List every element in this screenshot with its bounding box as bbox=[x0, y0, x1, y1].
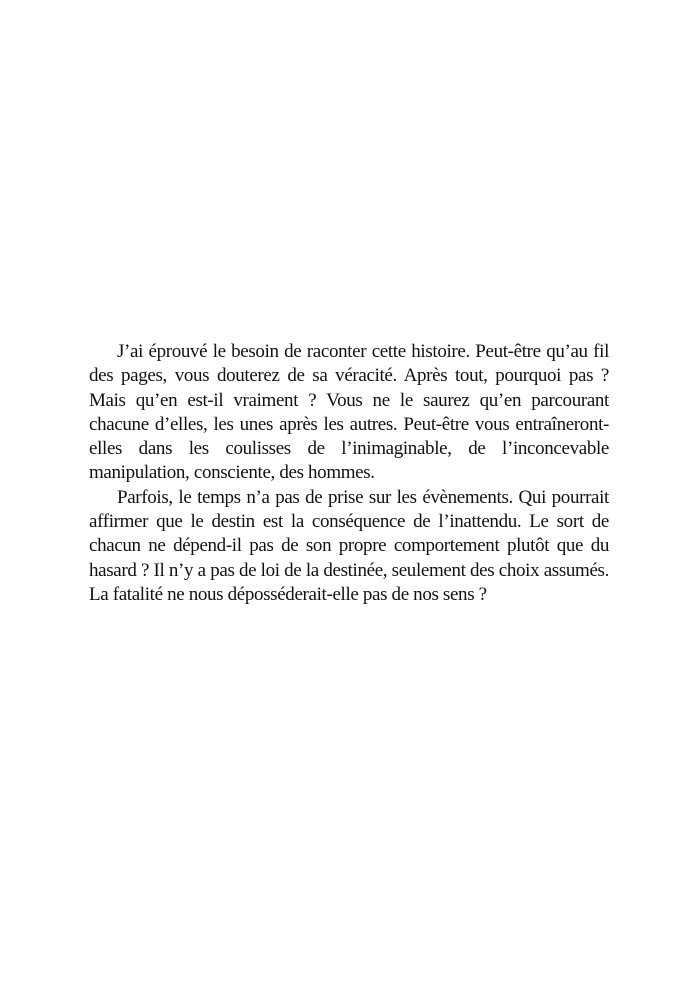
text-line: chacune d’elles, les unes après les autres. Peut-être vous entraîneront- bbox=[89, 413, 609, 435]
text-line: Mais qu’en est-il vraiment ? Vous ne le saurez qu’en parcourant bbox=[89, 389, 609, 411]
paragraph-2 bbox=[89, 486, 609, 607]
text-line: Parfois, le temps n’a pas de prise sur les évènements. Qui pourrait bbox=[117, 486, 609, 508]
text-line: La fatalité ne nous déposséderait-elle pas de nos sens ? bbox=[89, 583, 487, 605]
text-line: manipulation, consciente, des hommes. bbox=[89, 462, 375, 484]
text-line: chacun ne dépend-il pas de son propre comportement plutôt que du bbox=[89, 535, 609, 557]
text-line: des pages, vous douterez de sa véracité. Après tout, pourquoi pas ? bbox=[89, 365, 609, 387]
paragraph-1 bbox=[89, 340, 609, 486]
body-text bbox=[89, 340, 609, 607]
text-line: J’ai éprouvé le besoin de raconter cette histoire. Peut-être qu’au fil bbox=[117, 341, 609, 362]
text-line: affirmer que le destin est la conséquence de l’inattendu. Le sort de bbox=[89, 511, 609, 533]
text-line: elles dans les coulisses de l’inimaginable, de l’inconcevable bbox=[89, 438, 609, 460]
text-line: hasard ? Il n’y a pas de loi de la destinée, seulement des choix assumés. bbox=[89, 559, 609, 581]
